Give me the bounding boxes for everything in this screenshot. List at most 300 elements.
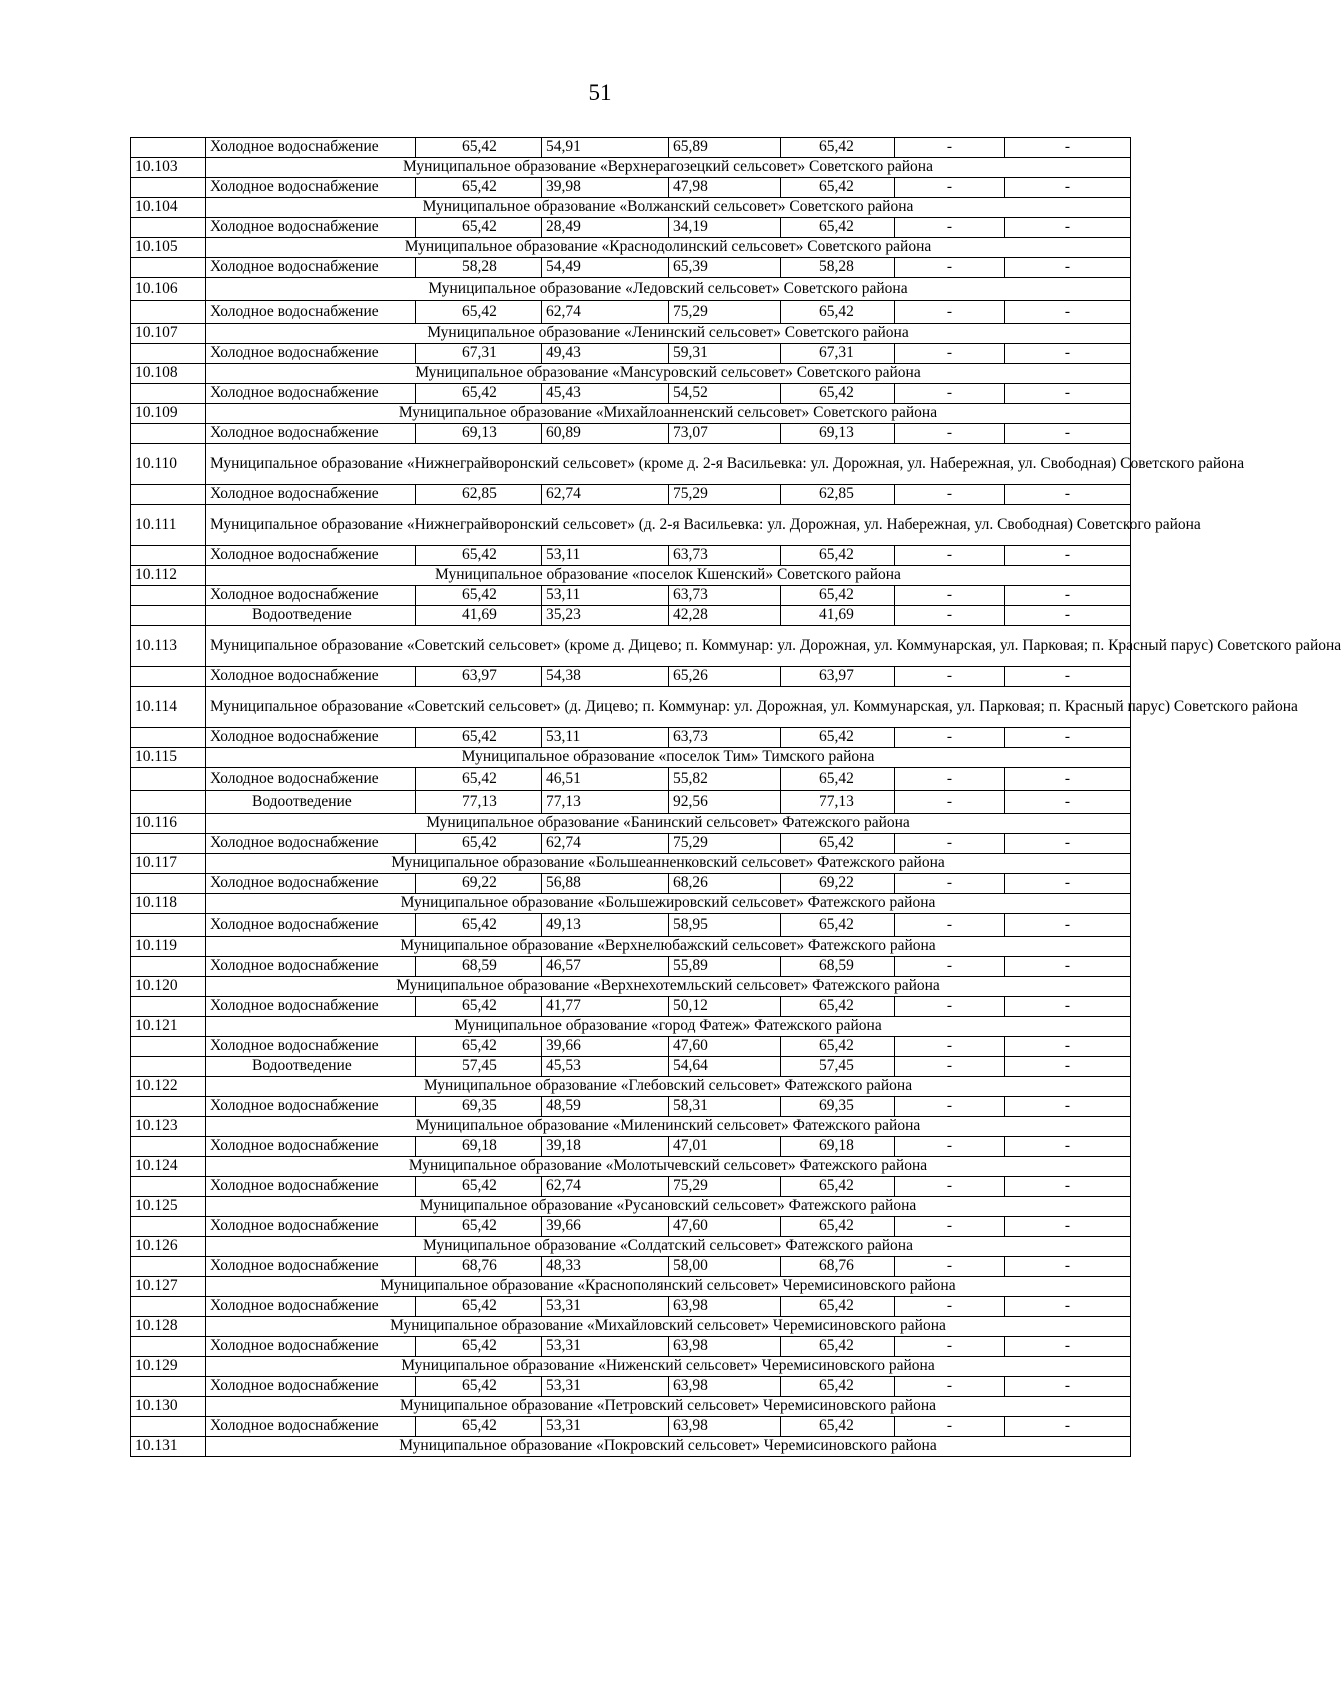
municipality-row: [131, 1197, 1131, 1217]
tariff-value-cell: -: [1005, 791, 1131, 814]
row-number-cell: 10.103: [131, 158, 206, 178]
service-row: [131, 546, 1131, 566]
tariff-value-cell: -: [895, 834, 1005, 854]
service-name-cell: Холодное водоснабжение: [206, 957, 416, 977]
row-number-cell: 10.115: [131, 748, 206, 768]
service-name-cell: Холодное водоснабжение: [206, 1377, 416, 1397]
tariff-value-cell: -: [1005, 218, 1131, 238]
tariff-value-cell: 50,12: [669, 997, 781, 1017]
tariff-value-cell: 65,42: [781, 914, 895, 937]
municipality-name-cell: Муниципальное образование «Ниженский сельсовет» Черемисиновского района: [206, 1357, 1131, 1377]
service-row: [131, 301, 1131, 324]
tariff-value-cell: 65,42: [416, 178, 542, 198]
row-number-cell: 10.104: [131, 198, 206, 218]
tariff-value-cell: 73,07: [669, 424, 781, 444]
tariff-value-cell: 41,77: [542, 997, 669, 1017]
municipality-name-cell: Муниципальное образование «Мансуровский сельсовет» Советского района: [206, 364, 1131, 384]
tariff-value-cell: 54,91: [542, 138, 669, 158]
tariff-value-cell: 53,31: [542, 1417, 669, 1437]
municipality-name-cell: Муниципальное образование «Верхнехотемльский сельсовет» Фатежского района: [206, 977, 1131, 997]
service-name-cell: Холодное водоснабжение: [206, 1037, 416, 1057]
tariff-value-cell: -: [1005, 178, 1131, 198]
row-number-cell: [131, 914, 206, 937]
row-number-cell: [131, 1177, 206, 1197]
tariff-value-cell: -: [1005, 1337, 1131, 1357]
row-number-cell: 10.111: [131, 505, 206, 546]
row-number-cell: 10.121: [131, 1017, 206, 1037]
row-number-cell: [131, 874, 206, 894]
row-number-cell: [131, 834, 206, 854]
row-number-cell: [131, 178, 206, 198]
municipality-name-cell: Муниципальное образование «Миленинский сельсовет» Фатежского района: [206, 1117, 1131, 1137]
tariff-value-cell: 60,89: [542, 424, 669, 444]
tariff-value-cell: 65,42: [781, 1037, 895, 1057]
row-number-cell: [131, 546, 206, 566]
row-number-cell: 10.110: [131, 444, 206, 485]
municipality-name-cell: Муниципальное образование «Солдатский сельсовет» Фатежского района: [206, 1237, 1131, 1257]
municipality-name-cell: Муниципальное образование «Михайлоанненский сельсовет» Советского района: [206, 404, 1131, 424]
tariff-value-cell: -: [1005, 606, 1131, 626]
tariff-value-cell: 68,26: [669, 874, 781, 894]
tariff-value-cell: 69,18: [416, 1137, 542, 1157]
tariff-value-cell: 34,19: [669, 218, 781, 238]
tariff-value-cell: -: [1005, 138, 1131, 158]
row-number-cell: [131, 1297, 206, 1317]
tariff-value-cell: 47,60: [669, 1217, 781, 1237]
tariff-value-cell: -: [895, 957, 1005, 977]
service-row: [131, 874, 1131, 894]
tariff-value-cell: 69,35: [416, 1097, 542, 1117]
tariff-value-cell: -: [1005, 1257, 1131, 1277]
tariff-value-cell: 58,95: [669, 914, 781, 937]
tariff-value-cell: -: [1005, 424, 1131, 444]
tariff-value-cell: 59,31: [669, 344, 781, 364]
row-number-cell: [131, 138, 206, 158]
tariff-value-cell: -: [895, 384, 1005, 404]
tariff-value-cell: -: [895, 997, 1005, 1017]
row-number-cell: [131, 1037, 206, 1057]
municipality-name-cell: Муниципальное образование «Русановский сельсовет» Фатежского района: [206, 1197, 1131, 1217]
tariff-value-cell: 65,42: [781, 1217, 895, 1237]
municipality-name-cell: Муниципальное образование «Большежировский сельсовет» Фатежского района: [206, 894, 1131, 914]
tariff-value-cell: -: [1005, 1057, 1131, 1077]
municipality-row: [131, 404, 1131, 424]
tariff-value-cell: -: [1005, 874, 1131, 894]
municipality-name-cell: Муниципальное образование «Покровский сельсовет» Черемисиновского района: [206, 1437, 1131, 1457]
row-number-cell: 10.117: [131, 854, 206, 874]
municipality-name-cell: Муниципальное образование «Ледовский сельсовет» Советского района: [206, 278, 1131, 301]
service-name-cell: Холодное водоснабжение: [206, 586, 416, 606]
row-number-cell: [131, 1417, 206, 1437]
tariff-table-body: [131, 138, 1341, 1457]
tariff-value-cell: 65,89: [669, 138, 781, 158]
tariff-value-cell: 63,98: [669, 1377, 781, 1397]
service-row: [131, 138, 1131, 158]
tariff-value-cell: 54,38: [542, 667, 669, 687]
tariff-value-cell: 75,29: [669, 1177, 781, 1197]
municipality-name-cell: Муниципальное образование «Михайловский сельсовет» Черемисиновского района: [206, 1317, 1131, 1337]
service-name-cell: Холодное водоснабжение: [206, 834, 416, 854]
tariff-value-cell: 62,74: [542, 834, 669, 854]
tariff-value-cell: 47,60: [669, 1037, 781, 1057]
municipality-row: [131, 1437, 1131, 1457]
tariff-value-cell: -: [895, 606, 1005, 626]
service-name-cell: Холодное водоснабжение: [206, 138, 416, 158]
tariff-value-cell: -: [1005, 667, 1131, 687]
service-row: [131, 424, 1131, 444]
service-name-cell: Холодное водоснабжение: [206, 728, 416, 748]
page-number: 51: [588, 80, 612, 105]
tariff-value-cell: 92,56: [669, 791, 781, 814]
tariff-value-cell: -: [895, 1137, 1005, 1157]
municipality-row: [131, 1237, 1131, 1257]
municipality-row: [131, 894, 1131, 914]
row-number-cell: [131, 667, 206, 687]
service-name-cell: Холодное водоснабжение: [206, 1177, 416, 1197]
tariff-value-cell: 65,42: [416, 997, 542, 1017]
service-row: [131, 667, 1131, 687]
service-name-cell: Холодное водоснабжение: [206, 178, 416, 198]
row-number-cell: [131, 424, 206, 444]
service-name-cell: Холодное водоснабжение: [206, 874, 416, 894]
row-number-cell: 10.107: [131, 324, 206, 344]
service-row: [131, 997, 1131, 1017]
tariff-value-cell: 63,97: [416, 667, 542, 687]
tariff-value-cell: 65,42: [781, 1177, 895, 1197]
row-number-cell: 10.109: [131, 404, 206, 424]
row-number-cell: 10.125: [131, 1197, 206, 1217]
municipality-name-cell: Муниципальное образование «Советский сельсовет» (кроме д. Дицево; п. Коммунар: ул. Дорожная, ул. Коммунарская, ул. Парковая; п. Красный парус) Советского района: [206, 626, 1131, 667]
service-row: [131, 485, 1131, 505]
tariff-value-cell: 58,31: [669, 1097, 781, 1117]
tariff-value-cell: 65,42: [781, 1377, 895, 1397]
tariff-value-cell: -: [1005, 1037, 1131, 1057]
municipality-name-cell: Муниципальное образование «Большеанненковский сельсовет» Фатежского района: [206, 854, 1131, 874]
tariff-value-cell: 54,49: [542, 258, 669, 278]
tariff-value-cell: 69,18: [781, 1137, 895, 1157]
tariff-value-cell: 65,42: [416, 728, 542, 748]
tariff-value-cell: 65,42: [416, 1417, 542, 1437]
service-row: [131, 1097, 1131, 1117]
municipality-row: [131, 364, 1131, 384]
municipality-row: [131, 1397, 1131, 1417]
municipality-name-cell: Муниципальное образование «Нижнеграйворонский сельсовет» (д. 2-я Васильевка: ул. Дорожная, ул. Набережная, ул. Свободная) Советского района: [206, 505, 1131, 546]
tariff-value-cell: 49,43: [542, 344, 669, 364]
tariff-value-cell: 65,42: [416, 138, 542, 158]
tariff-value-cell: -: [895, 728, 1005, 748]
tariff-value-cell: -: [895, 138, 1005, 158]
service-row: [131, 791, 1131, 814]
tariff-value-cell: 65,42: [781, 586, 895, 606]
tariff-value-cell: 65,42: [416, 1377, 542, 1397]
tariff-value-cell: -: [1005, 1217, 1131, 1237]
tariff-value-cell: -: [895, 874, 1005, 894]
tariff-value-cell: -: [895, 768, 1005, 791]
tariff-value-cell: 65,42: [416, 1037, 542, 1057]
tariff-value-cell: 65,42: [416, 1297, 542, 1317]
row-number-cell: [131, 997, 206, 1017]
municipality-name-cell: Муниципальное образование «Нижнеграйворонский сельсовет» (кроме д. 2-я Васильевка: ул. Дорожная, ул. Набережная, ул. Свободная) Советского района: [206, 444, 1131, 485]
tariff-value-cell: 54,64: [669, 1057, 781, 1077]
municipality-row: [131, 505, 1131, 546]
municipality-row: [131, 238, 1131, 258]
municipality-name-cell: Муниципальное образование «Петровский сельсовет» Черемисиновского района: [206, 1397, 1131, 1417]
service-name-cell: Холодное водоснабжение: [206, 301, 416, 324]
service-row: [131, 728, 1131, 748]
tariff-value-cell: -: [1005, 914, 1131, 937]
row-number-cell: 10.123: [131, 1117, 206, 1137]
row-number-cell: 10.128: [131, 1317, 206, 1337]
tariff-value-cell: -: [895, 258, 1005, 278]
tariff-value-cell: 65,26: [669, 667, 781, 687]
tariff-value-cell: -: [895, 1037, 1005, 1057]
tariff-value-cell: 63,98: [669, 1417, 781, 1437]
service-name-cell: Холодное водоснабжение: [206, 914, 416, 937]
service-name-cell: Холодное водоснабжение: [206, 1217, 416, 1237]
tariff-value-cell: 65,42: [416, 546, 542, 566]
municipality-row: [131, 854, 1131, 874]
service-name-cell: Холодное водоснабжение: [206, 344, 416, 364]
tariff-value-cell: 65,42: [781, 834, 895, 854]
tariff-value-cell: 65,42: [416, 1217, 542, 1237]
municipality-name-cell: Муниципальное образование «Советский сельсовет» (д. Дицево; п. Коммунар: ул. Дорожная, ул. Коммунарская, ул. Парковая; п. Красный парус) Советского района: [206, 687, 1131, 728]
tariff-value-cell: 65,42: [781, 1297, 895, 1317]
tariff-value-cell: 54,52: [669, 384, 781, 404]
row-number-cell: 10.105: [131, 238, 206, 258]
municipality-row: [131, 1017, 1131, 1037]
row-number-cell: [131, 1137, 206, 1157]
tariff-table: [130, 137, 1341, 1457]
row-number-cell: 10.129: [131, 1357, 206, 1377]
row-number-cell: 10.122: [131, 1077, 206, 1097]
tariff-value-cell: 39,66: [542, 1037, 669, 1057]
service-row: [131, 1217, 1131, 1237]
tariff-value-cell: 46,51: [542, 768, 669, 791]
tariff-value-cell: 75,29: [669, 485, 781, 505]
tariff-value-cell: 65,42: [781, 768, 895, 791]
tariff-value-cell: -: [1005, 301, 1131, 324]
tariff-value-cell: 48,59: [542, 1097, 669, 1117]
tariff-value-cell: 69,22: [416, 874, 542, 894]
row-number-cell: 10.127: [131, 1277, 206, 1297]
tariff-value-cell: 39,18: [542, 1137, 669, 1157]
service-name-cell: Водоотведение: [206, 791, 416, 814]
tariff-value-cell: 65,42: [781, 138, 895, 158]
tariff-value-cell: 77,13: [542, 791, 669, 814]
row-number-cell: 10.126: [131, 1237, 206, 1257]
tariff-value-cell: 45,43: [542, 384, 669, 404]
row-number-cell: [131, 1217, 206, 1237]
service-row: [131, 1137, 1131, 1157]
tariff-value-cell: 69,35: [781, 1097, 895, 1117]
tariff-value-cell: -: [1005, 728, 1131, 748]
tariff-value-cell: 65,42: [416, 768, 542, 791]
row-number-cell: [131, 728, 206, 748]
municipality-name-cell: Муниципальное образование «Молотычевский сельсовет» Фатежского района: [206, 1157, 1131, 1177]
tariff-value-cell: -: [895, 1177, 1005, 1197]
row-number-cell: 10.120: [131, 977, 206, 997]
tariff-value-cell: -: [1005, 1137, 1131, 1157]
tariff-value-cell: -: [895, 1257, 1005, 1277]
tariff-value-cell: 69,13: [416, 424, 542, 444]
service-row: [131, 258, 1131, 278]
tariff-value-cell: 65,42: [781, 384, 895, 404]
service-row: [131, 1057, 1131, 1077]
tariff-value-cell: 63,73: [669, 728, 781, 748]
service-row: [131, 1417, 1131, 1437]
service-row: [131, 586, 1131, 606]
municipality-name-cell: Муниципальное образование «Глебовский сельсовет» Фатежского района: [206, 1077, 1131, 1097]
service-name-cell: Холодное водоснабжение: [206, 1337, 416, 1357]
tariff-value-cell: 41,69: [416, 606, 542, 626]
service-name-cell: Холодное водоснабжение: [206, 997, 416, 1017]
service-row: [131, 606, 1131, 626]
tariff-value-cell: 65,42: [781, 997, 895, 1017]
row-number-cell: [131, 1257, 206, 1277]
row-number-cell: [131, 258, 206, 278]
municipality-row: [131, 566, 1131, 586]
tariff-value-cell: 56,88: [542, 874, 669, 894]
municipality-row: [131, 1357, 1131, 1377]
tariff-value-cell: 75,29: [669, 834, 781, 854]
tariff-value-cell: 53,31: [542, 1337, 669, 1357]
row-number-cell: 10.131: [131, 1437, 206, 1457]
service-name-cell: Холодное водоснабжение: [206, 667, 416, 687]
row-number-cell: 10.130: [131, 1397, 206, 1417]
tariff-value-cell: 65,42: [416, 1337, 542, 1357]
tariff-value-cell: -: [895, 1417, 1005, 1437]
tariff-value-cell: -: [1005, 1297, 1131, 1317]
tariff-value-cell: 65,42: [416, 586, 542, 606]
tariff-value-cell: -: [895, 1337, 1005, 1357]
service-row: [131, 1037, 1131, 1057]
municipality-row: [131, 324, 1131, 344]
tariff-value-cell: 57,45: [416, 1057, 542, 1077]
row-number-cell: 10.113: [131, 626, 206, 667]
tariff-value-cell: -: [1005, 546, 1131, 566]
tariff-value-cell: 68,59: [781, 957, 895, 977]
tariff-value-cell: 63,97: [781, 667, 895, 687]
tariff-value-cell: -: [1005, 258, 1131, 278]
service-row: [131, 1297, 1131, 1317]
tariff-value-cell: 65,42: [781, 1337, 895, 1357]
service-row: [131, 768, 1131, 791]
service-name-cell: Холодное водоснабжение: [206, 1097, 416, 1117]
municipality-name-cell: Муниципальное образование «Краснополянский сельсовет» Черемисиновского района: [206, 1277, 1131, 1297]
tariff-value-cell: 67,31: [781, 344, 895, 364]
service-row: [131, 218, 1131, 238]
tariff-value-cell: 28,49: [542, 218, 669, 238]
tariff-value-cell: 57,45: [781, 1057, 895, 1077]
tariff-value-cell: 41,69: [781, 606, 895, 626]
row-number-cell: 10.114: [131, 687, 206, 728]
service-name-cell: Холодное водоснабжение: [206, 1417, 416, 1437]
tariff-value-cell: -: [1005, 586, 1131, 606]
row-number-cell: [131, 1337, 206, 1357]
tariff-value-cell: 69,22: [781, 874, 895, 894]
tariff-value-cell: -: [895, 586, 1005, 606]
tariff-value-cell: -: [895, 546, 1005, 566]
row-number-cell: [131, 586, 206, 606]
tariff-value-cell: -: [895, 1297, 1005, 1317]
row-number-cell: [131, 791, 206, 814]
tariff-value-cell: -: [895, 1377, 1005, 1397]
tariff-value-cell: 62,74: [542, 485, 669, 505]
tariff-value-cell: 53,11: [542, 546, 669, 566]
municipality-name-cell: Муниципальное образование «Верхнерагозецкий сельсовет» Советского района: [206, 158, 1131, 178]
municipality-row: [131, 278, 1131, 301]
tariff-value-cell: 65,42: [781, 546, 895, 566]
tariff-value-cell: -: [1005, 834, 1131, 854]
row-number-cell: [131, 344, 206, 364]
tariff-value-cell: 63,73: [669, 546, 781, 566]
service-row: [131, 1337, 1131, 1357]
tariff-value-cell: -: [1005, 768, 1131, 791]
municipality-row: [131, 444, 1131, 485]
tariff-value-cell: -: [1005, 997, 1131, 1017]
row-number-cell: 10.108: [131, 364, 206, 384]
service-row: [131, 1377, 1131, 1397]
municipality-row: [131, 814, 1131, 834]
municipality-name-cell: Муниципальное образование «поселок Кшенский» Советского района: [206, 566, 1131, 586]
tariff-value-cell: -: [1005, 1177, 1131, 1197]
row-number-cell: [131, 1057, 206, 1077]
tariff-value-cell: -: [895, 914, 1005, 937]
tariff-value-cell: -: [895, 301, 1005, 324]
municipality-name-cell: Муниципальное образование «город Фатеж» Фатежского района: [206, 1017, 1131, 1037]
tariff-value-cell: 67,31: [416, 344, 542, 364]
tariff-value-cell: 53,11: [542, 586, 669, 606]
tariff-value-cell: 58,28: [416, 258, 542, 278]
tariff-value-cell: 65,42: [416, 914, 542, 937]
row-number-cell: 10.118: [131, 894, 206, 914]
service-row: [131, 1177, 1131, 1197]
tariff-value-cell: 68,76: [781, 1257, 895, 1277]
row-number-cell: 10.124: [131, 1157, 206, 1177]
tariff-value-cell: 55,89: [669, 957, 781, 977]
municipality-name-cell: Муниципальное образование «Волжанский сельсовет» Советского района: [206, 198, 1131, 218]
municipality-name-cell: Муниципальное образование «Банинский сельсовет» Фатежского района: [206, 814, 1131, 834]
row-number-cell: [131, 1097, 206, 1117]
municipality-row: [131, 1077, 1131, 1097]
tariff-value-cell: 58,00: [669, 1257, 781, 1277]
tariff-value-cell: 65,42: [416, 301, 542, 324]
row-number-cell: [131, 957, 206, 977]
tariff-value-cell: -: [895, 1217, 1005, 1237]
municipality-row: [131, 1157, 1131, 1177]
tariff-value-cell: -: [1005, 1377, 1131, 1397]
tariff-value-cell: 65,42: [781, 728, 895, 748]
municipality-row: [131, 937, 1131, 957]
tariff-value-cell: -: [1005, 1417, 1131, 1437]
municipality-row: [131, 1317, 1131, 1337]
tariff-value-cell: 69,13: [781, 424, 895, 444]
tariff-value-cell: 53,11: [542, 728, 669, 748]
tariff-value-cell: 62,85: [416, 485, 542, 505]
municipality-row: [131, 198, 1131, 218]
tariff-value-cell: -: [1005, 384, 1131, 404]
row-number-cell: [131, 384, 206, 404]
tariff-value-cell: 63,98: [669, 1337, 781, 1357]
tariff-value-cell: -: [1005, 344, 1131, 364]
row-number-cell: [131, 218, 206, 238]
tariff-value-cell: 47,01: [669, 1137, 781, 1157]
tariff-value-cell: 63,73: [669, 586, 781, 606]
municipality-row: [131, 1277, 1131, 1297]
tariff-value-cell: 39,98: [542, 178, 669, 198]
row-number-cell: [131, 301, 206, 324]
tariff-value-cell: 68,76: [416, 1257, 542, 1277]
